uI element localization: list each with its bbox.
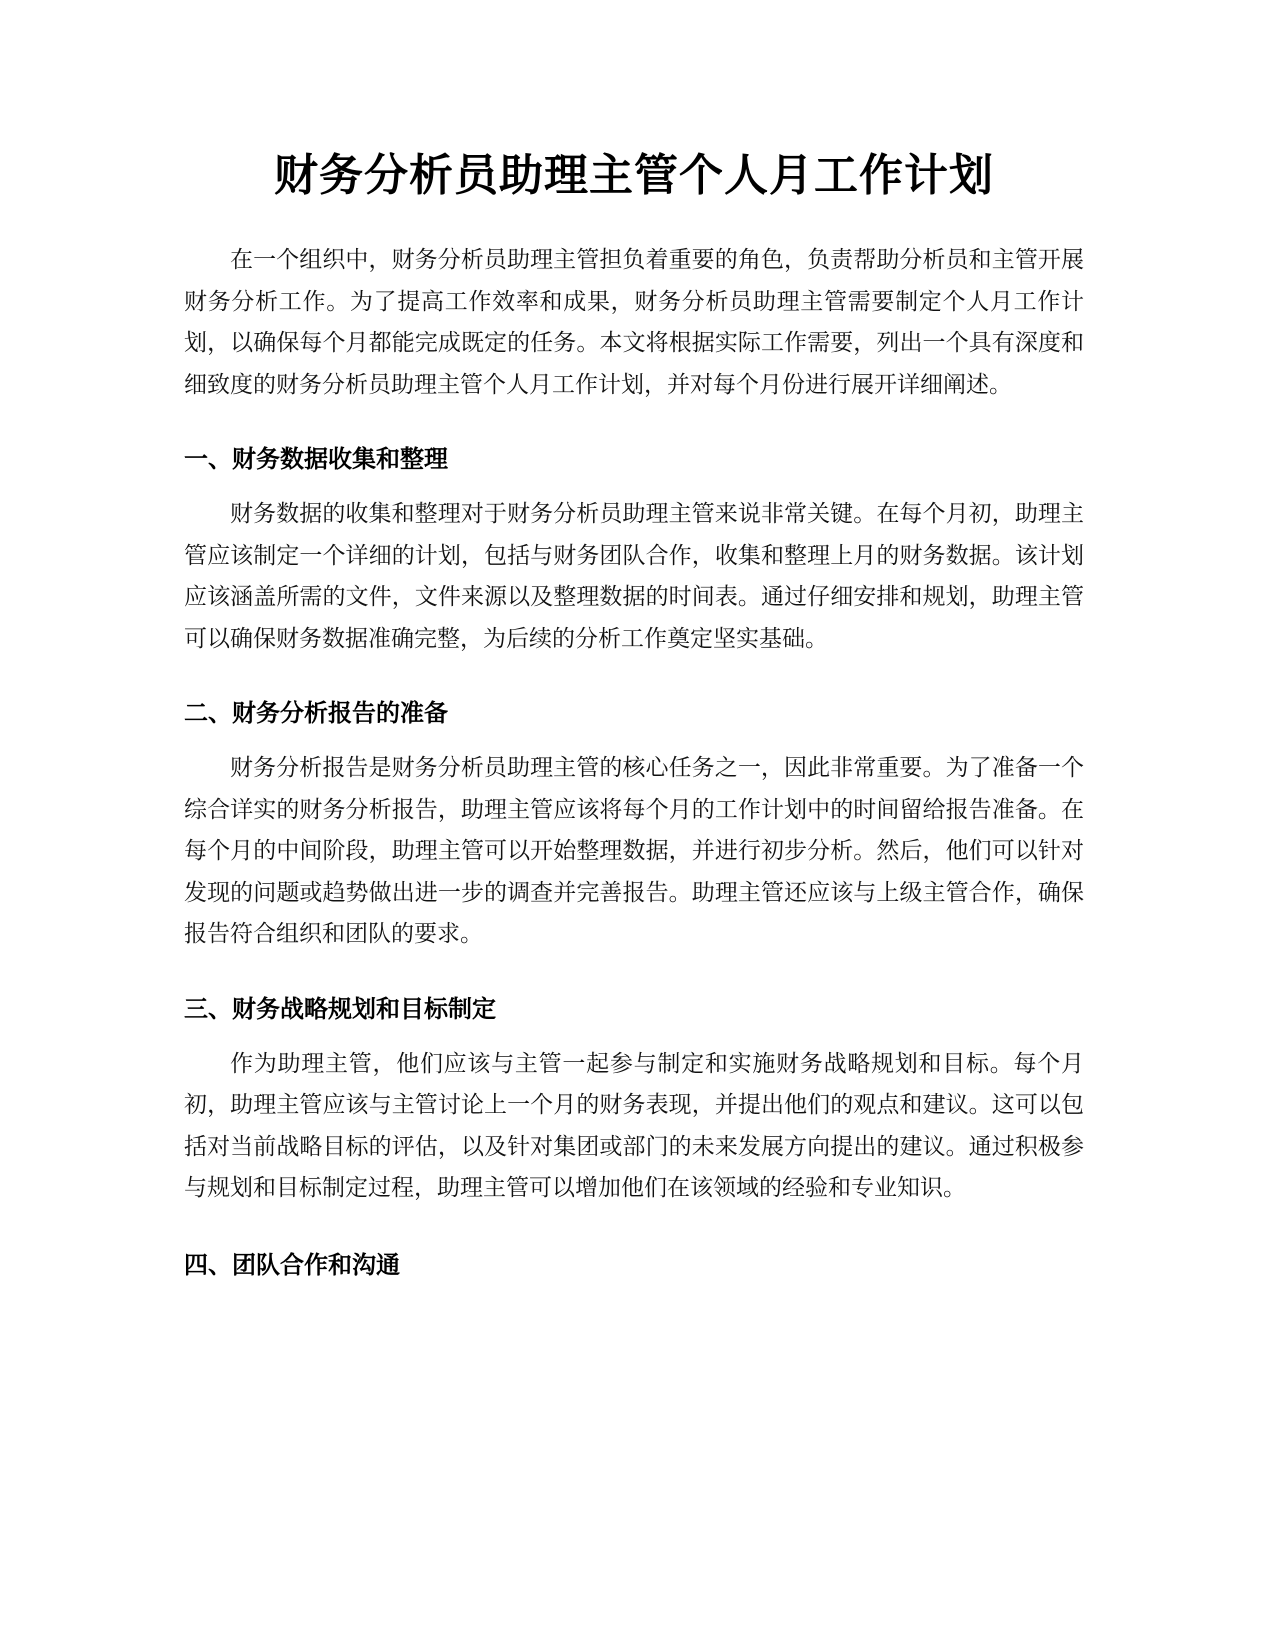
intro-paragraph: 在一个组织中，财务分析员助理主管担负着重要的角色，负责帮助分析员和主管开展财务分析工作。为了提高工作效率和成果，财务分析员助理主管需要制定个人月工作计划，以确保每个月都能完成既定的任务。本文将根据实际工作需要，列出一个具有深度和细致度的财务分析员助理主管个人月工作计划，并对每个月份进行展开详细阐述。: [184, 247, 1084, 398]
section-heading-1: 一、财务数据收集和整理: [184, 445, 448, 473]
document-body: [184, 146, 1084, 1300]
section-body-1: 财务数据的收集和整理对于财务分析员助理主管来说非常关键。在每个月初，助理主管应该制定一个详细的计划，包括与财务团队合作，收集和整理上月的财务数据。该计划应该涵盖所需的文件，文件来源以及整理数据的时间表。通过仔细安排和规划，助理主管可以确保财务数据准确完整，为后续的分析工作奠定坚实基础。: [184, 501, 1084, 652]
section-body-2: 财务分析报告是财务分析员助理主管的核心任务之一，因此非常重要。为了准备一个综合详实的财务分析报告，助理主管应该将每个月的工作计划中的时间留给报告准备。在每个月的中间阶段，助理主管可以开始整理数据，并进行初步分析。然后，他们可以针对发现的问题或趋势做出进一步的调查并完善报告。助理主管还应该与上级主管合作，确保报告符合组织和团队的要求。: [184, 755, 1084, 947]
section-heading-4: 四、团队合作和沟通: [184, 1250, 400, 1279]
section-body-3: 作为助理主管，他们应该与主管一起参与制定和实施财务战略规划和目标。每个月初，助理主管应该与主管讨论上一个月的财务表现，并提出他们的观点和建议。这可以包括对当前战略目标的评估，以及针对集团或部门的未来发展方向提出的建议。通过积极参与规划和目标制定过程，助理主管可以增加他们在该领域的经验和专业知识。: [184, 1050, 1084, 1201]
section-heading-3: 三、财务战略规划和目标制定: [184, 994, 496, 1023]
section-heading-2: 二、财务分析报告的准备: [184, 699, 448, 727]
document-title: 财务分析员助理主管个人月工作计划: [274, 150, 994, 201]
